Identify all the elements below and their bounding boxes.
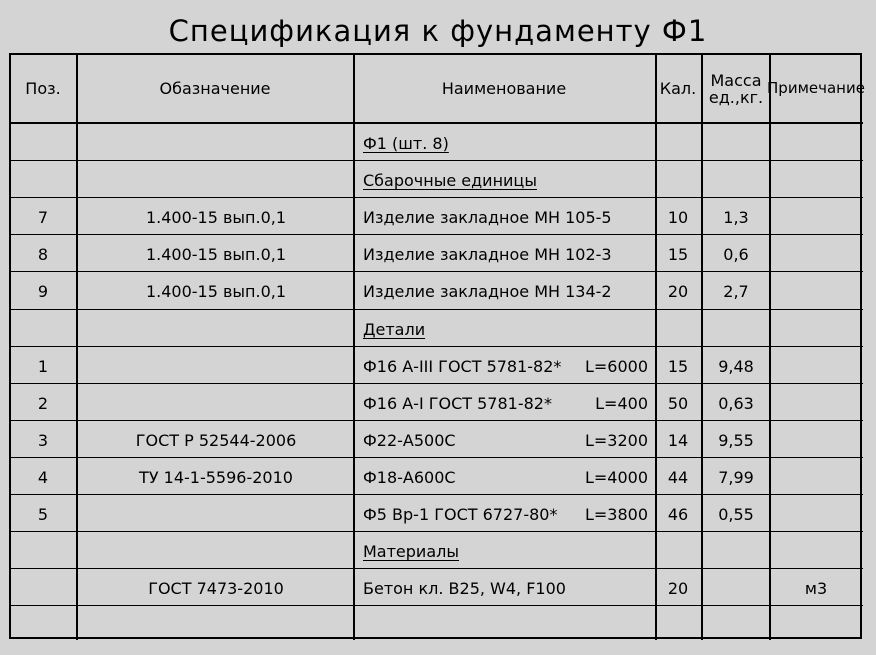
row-qty: 20 [667,579,689,599]
section-title: Детали [363,319,426,339]
row-length: L=3800 [584,505,648,524]
header-note: Примечание [767,79,865,97]
col-divider [76,54,78,640]
row-designation: 1.400-15 вып.0,1 [145,282,287,302]
row-pos: 9 [37,282,49,302]
row-pos: 1 [37,356,49,376]
row-designation: 1.400-15 вып.0,1 [145,245,287,265]
row-name: Изделие закладное МН 134-2 [363,282,612,302]
row-pos: 8 [37,245,49,265]
row-qty: 44 [667,467,689,487]
row-note: м3 [804,579,828,599]
row-pos: 5 [37,505,49,524]
row-qty: 15 [667,356,689,376]
header-designation: Обазначение [159,79,271,98]
row-qty: 15 [667,245,689,265]
row-divider [10,309,863,310]
row-divider [10,383,863,384]
row-designation: ГОСТ Р 52544-2006 [135,430,297,450]
col-divider [769,54,771,640]
row-designation: ТУ 14-1-5596-2010 [139,467,293,487]
row-qty: 10 [667,208,689,228]
row-name: Ф5 Вр-1 ГОСТ 6727-80* [363,505,558,524]
header-pos: Поз. [25,79,61,98]
col-divider [701,54,703,640]
col-divider [353,54,355,640]
row-divider [10,420,863,421]
row-length: L=6000 [584,356,648,376]
header-divider [10,122,863,124]
row-mass: 0,63 [718,393,754,413]
row-divider [10,160,863,161]
row-divider [10,234,863,235]
row-divider [10,457,863,458]
row-qty: 46 [667,505,689,524]
row-name: Изделие закладное МН 102-3 [363,245,612,265]
row-name: Ф16 А-III ГОСТ 5781-82* [363,356,562,376]
row-divider [10,605,863,606]
row-pos: 3 [37,430,49,450]
row-qty: 14 [667,430,689,450]
row-divider [10,346,863,347]
row-name: Бетон кл. В25, W4, F100 [363,579,566,599]
row-mass: 9,48 [718,356,754,376]
row-divider [10,271,863,272]
row-designation: 1.400-15 вып.0,1 [145,208,287,228]
row-length: L=4000 [584,467,648,487]
page-title: Спецификация к фундаменту Ф1 [168,14,708,48]
row-divider [10,568,863,569]
row-divider [10,531,863,532]
row-designation: ГОСТ 7473-2010 [148,579,284,599]
header-mass-line2: ед.,кг. [708,88,764,107]
row-name: Ф22-А500С [363,430,456,450]
row-name: Изделие закладное МН 105-5 [363,208,612,228]
header-name: Наименование [441,79,567,98]
section-title: Сбарочные единицы [363,171,537,191]
row-pos: 4 [37,467,49,487]
row-qty: 50 [667,393,689,413]
row-name: Ф18-А600С [363,467,456,487]
row-mass: 9,55 [718,430,754,450]
row-mass: 1,3 [723,208,749,228]
row-name: Ф16 А-I ГОСТ 5781-82* [363,393,552,413]
row-divider [10,197,863,198]
row-length: L=400 [595,393,648,413]
row-qty: 20 [667,282,689,302]
row-pos: 7 [37,208,49,228]
col-divider [655,54,657,640]
row-length: L=3200 [584,430,648,450]
header-qty: Кал. [659,79,697,98]
row-mass: 0,6 [723,245,749,265]
row-pos: 2 [37,393,49,413]
section-title: Ф1 (шт. 8) [363,134,449,153]
row-mass: 2,7 [723,282,749,302]
row-mass: 7,99 [718,467,754,487]
section-title: Материалы [363,542,459,562]
row-divider [10,494,863,495]
header-mass-line1: Масса [710,71,762,90]
row-mass: 0,55 [718,505,754,524]
